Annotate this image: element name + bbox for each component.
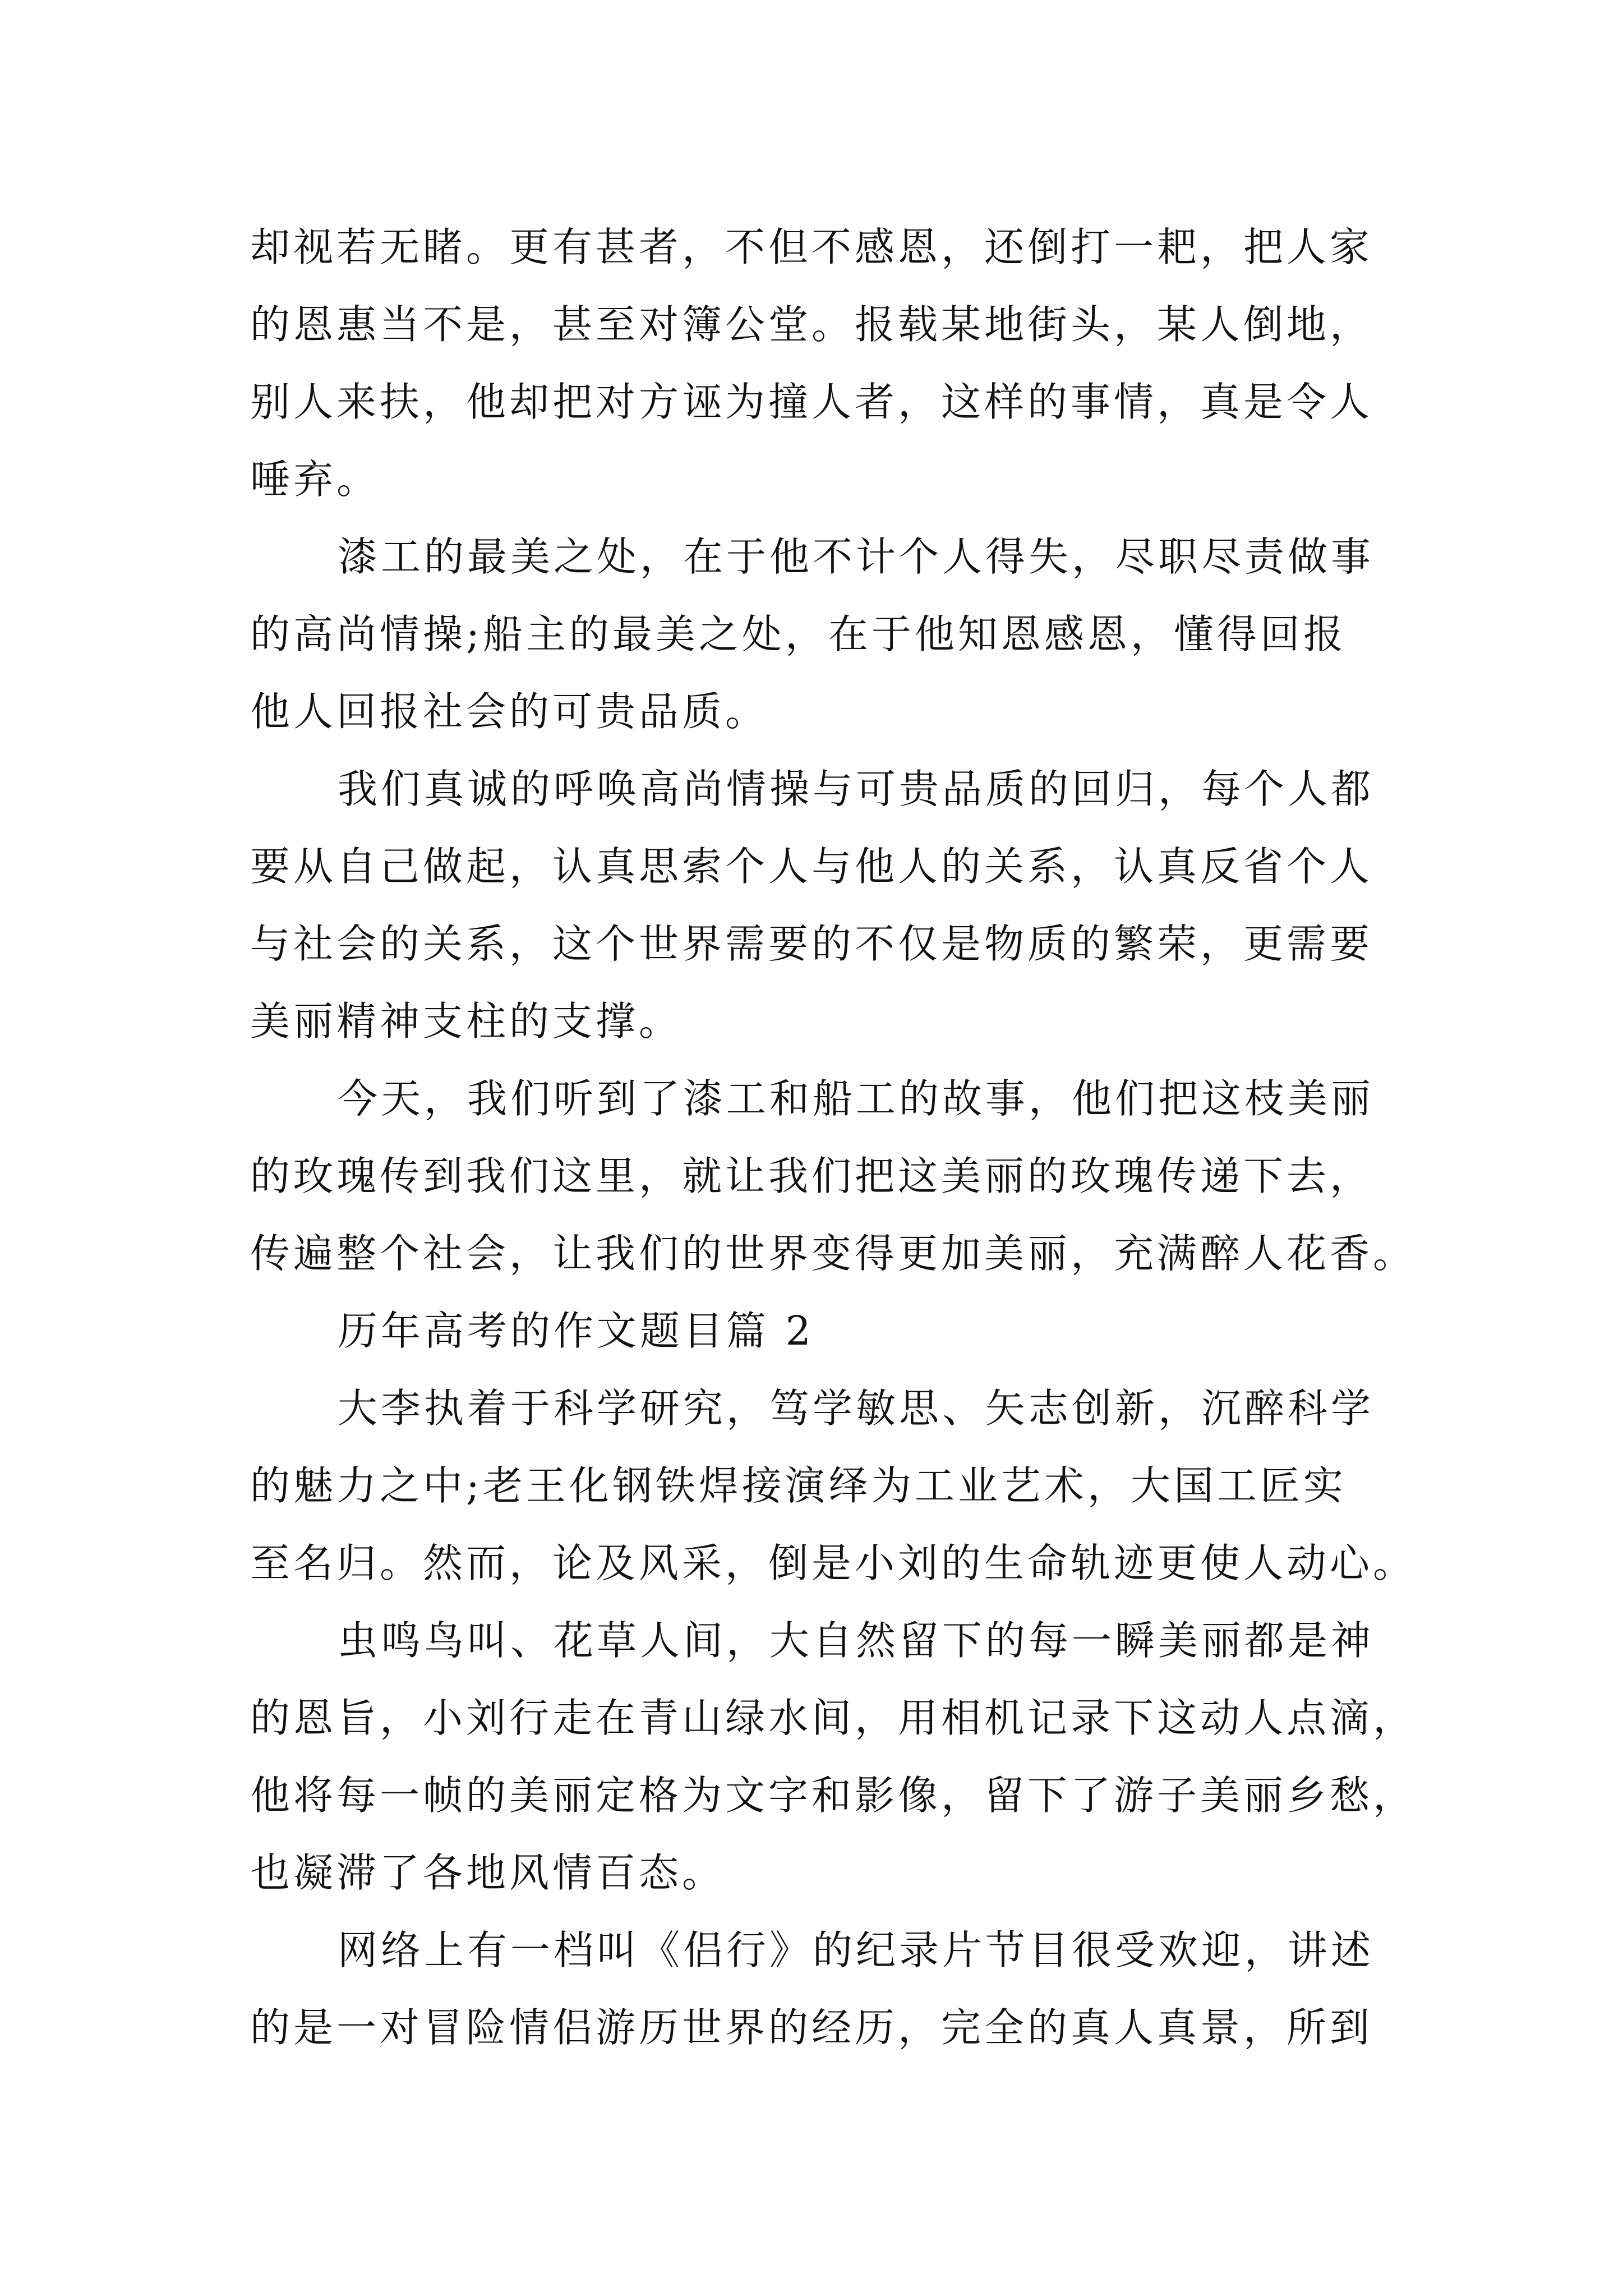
- text-line: 与社会的关系，这个世界需要的不仅是物质的繁荣，更需要: [250, 921, 1373, 967]
- paragraph-first-line: 漆工的最美之处，在于他不计个人得失，尽职尽责做事: [338, 533, 1375, 580]
- text-line: 却视若无睹。更有甚者，不但不感恩，还倒打一耙，把人家: [250, 224, 1373, 270]
- text-line: 要从自己做起，认真思索个人与他人的关系，认真反省个人: [250, 843, 1373, 890]
- paragraph-first-line: 大李执着于科学研究，笃学敏思、矢志创新，沉醉科学: [338, 1385, 1375, 1432]
- text-line: 的恩旨，小刘行走在青山绿水间，用相机记录下这动人点滴，: [250, 1695, 1417, 1741]
- text-line: 别人来扶，他却把对方诬为撞人者，这样的事情，真是令人: [250, 379, 1373, 425]
- text-line: 美丽精神支柱的支撑。: [250, 998, 683, 1045]
- paragraph-first-line: 我们真诚的呼唤高尚情操与可贵品质的回归，每个人都: [338, 766, 1375, 812]
- text-line: 至名归。然而，论及风采，倒是小刘的生命轨迹更使人动心。: [250, 1540, 1417, 1586]
- text-line: 唾弃。: [250, 456, 380, 503]
- paragraph-first-line: 网络上有一档叫《侣行》的纪录片节目很受欢迎，讲述: [338, 1927, 1375, 1973]
- section-heading: 历年高考的作文题目篇 2: [338, 1308, 814, 1354]
- text-line: 的玫瑰传到我们这里，就让我们把这美丽的玫瑰传递下去，: [250, 1153, 1373, 1199]
- paragraph-first-line: 今天，我们听到了漆工和船工的故事，他们把这枝美丽: [338, 1075, 1375, 1122]
- text-line: 的是一对冒险情侣游历世界的经历，完全的真人真景，所到: [250, 2004, 1373, 2051]
- document-body: [250, 209, 1417, 2067]
- text-line: 的魅力之中;老王化钢铁焊接演绎为工业艺术，大国工匠实: [250, 1462, 1347, 1509]
- text-line: 传遍整个社会，让我们的世界变得更加美丽，充满醉人花香。: [250, 1230, 1417, 1277]
- text-line: 他将每一帧的美丽定格为文字和影像，留下了游子美丽乡愁，: [250, 1772, 1417, 1819]
- paragraph-first-line: 虫鸣鸟叫、花草人间，大自然留下的每一瞬美丽都是神: [338, 1617, 1375, 1664]
- text-line: 的高尚情操;船主的最美之处，在于他知恩感恩，懂得回报: [250, 611, 1347, 657]
- text-line: 他人回报社会的可贵品质。: [250, 688, 769, 735]
- text-line: 也凝滞了各地风情百态。: [250, 1849, 726, 1896]
- text-line: 的恩惠当不是，甚至对簿公堂。报载某地街头，某人倒地，: [250, 301, 1373, 348]
